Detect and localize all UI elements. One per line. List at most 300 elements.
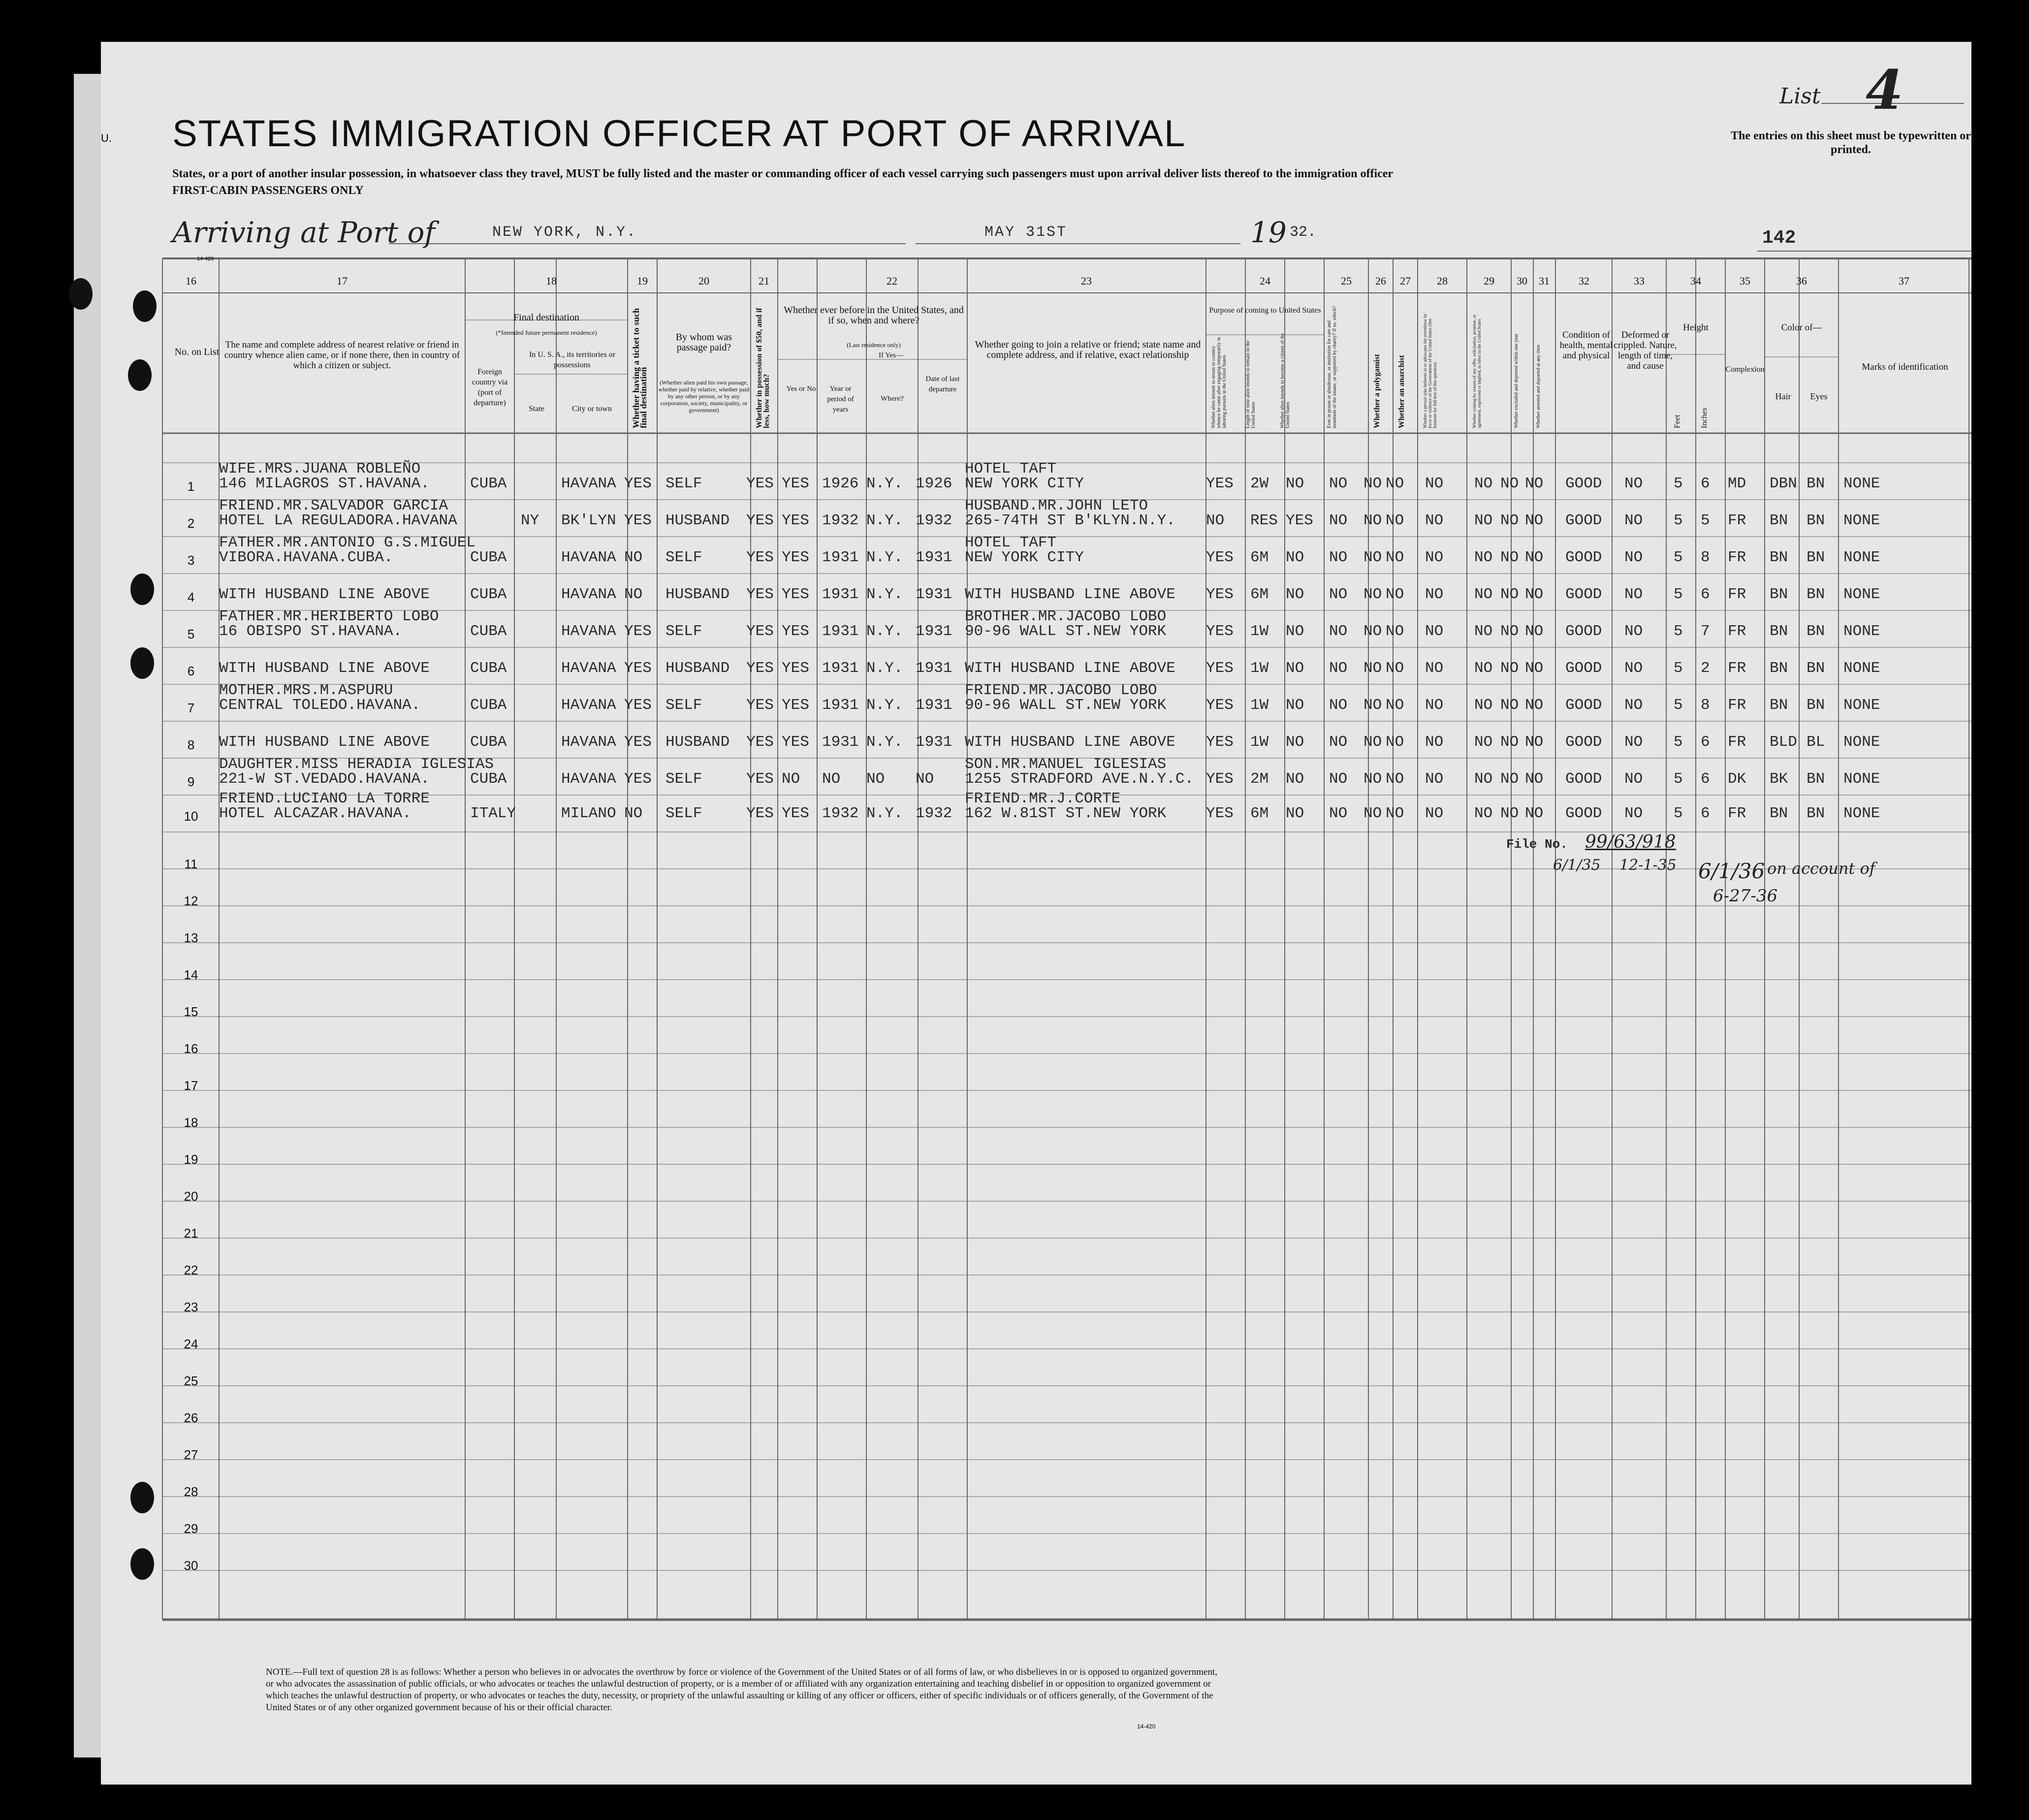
question28-cell: NO xyxy=(1425,512,1444,529)
citizen-intent-cell: NO xyxy=(1286,475,1304,492)
join-relative-address-cell: WITH HUSBAND LINE ABOVE xyxy=(965,586,1175,603)
years-cell: 1931 xyxy=(822,586,859,603)
join-relative-address-cell: WITH HUSBAND LINE ABOVE xyxy=(965,734,1175,751)
relative-name-cell: DAUGHTER.MISS HERADIA IGLESIAS xyxy=(219,756,494,773)
return-intent-cell: YES xyxy=(1206,734,1234,751)
file-no-label: File No. xyxy=(1506,837,1568,852)
hair-color-cell: BN xyxy=(1770,512,1788,529)
header-foreign-country: Foreign country via (port of departure) xyxy=(472,368,508,407)
complexion-cell: DK xyxy=(1728,770,1746,788)
years-cell: 1932 xyxy=(822,805,859,822)
row-number: 1 xyxy=(187,479,195,494)
height-feet-cell: 5 xyxy=(1674,475,1683,492)
length-stay-cell: 1W xyxy=(1250,660,1269,677)
before-in-us-cell: YES xyxy=(782,512,809,529)
state-cell: NY xyxy=(521,512,539,529)
form-code-top: 14-420 xyxy=(197,256,214,262)
row-number: 19 xyxy=(184,1152,198,1167)
column-number: 37 xyxy=(1899,275,1909,287)
where-cell: N.Y. xyxy=(866,475,903,492)
join-relative-address-cell: NEW YORK CITY xyxy=(965,475,1084,492)
departure-date-cell: 1931 xyxy=(916,697,952,714)
header-passage-paid: By whom was passage paid? xyxy=(675,332,732,353)
height-inches-cell: 8 xyxy=(1701,549,1710,566)
polygamist-cell: NO xyxy=(1363,660,1382,677)
arrested-cell: NO xyxy=(1525,697,1544,714)
foreign-country-cell: CUBA xyxy=(470,623,507,640)
height-feet-cell: 5 xyxy=(1674,586,1683,603)
complexion-cell: FR xyxy=(1728,805,1746,822)
relative-address-cell: HOTEL ALCAZAR.HAVANA. xyxy=(219,805,412,822)
polygamist-cell: NO xyxy=(1363,734,1382,751)
header-length-stay: Length of time alien intends to remain in the United States xyxy=(1245,340,1256,428)
height-inches-cell: 2 xyxy=(1701,660,1710,677)
health-cell: GOOD xyxy=(1565,697,1602,714)
where-cell: N.Y. xyxy=(866,586,903,603)
header-passage-note: (Whether alien paid his own passage, whether paid by relative, whether paid by any other person, or by any corporation, society, municipality, or government) xyxy=(658,379,750,414)
complexion-cell: MD xyxy=(1728,475,1746,492)
footer-note: NOTE.—Full text of question 28 is as follows: Whether a person who believes in or advocates the overthrow by force or violence of the Government of the United States or of all forms of law, or who disbelieves in or is opposed to organized government, or who advocates the assassination of public officials, or who advocates or teaches the unlawful destruction of property, or is a member of or affiliated with any organization entertaining and teaching disbelief in or opposition to organized government or which teaches the unlawful destruction of property, or who advocates or teaches the duty, necessity, or propriety of the unlawful assaulting or killing of any officer or officers, either of specific individuals or of officers generally, of the Government of the United States or of any other organized government because of his or their official character. xyxy=(266,1667,1217,1713)
foreign-country-cell: ITALY xyxy=(470,805,516,822)
deformed-cell: NO xyxy=(1624,475,1643,492)
length-stay-cell: 1W xyxy=(1250,734,1269,751)
column-number: 31 xyxy=(1539,275,1550,287)
row-number: 9 xyxy=(187,774,195,789)
header-before-in-us: Whether ever before in the United States, and if so, when and where? xyxy=(784,305,964,326)
passage-paid-cell: SELF xyxy=(666,623,702,640)
deformed-cell: NO xyxy=(1624,549,1643,566)
row-number: 23 xyxy=(184,1300,198,1314)
departure-date-cell: 1932 xyxy=(916,805,952,822)
ticket-cell: YES xyxy=(624,770,652,788)
where-cell: NO xyxy=(866,770,885,788)
money-cell: YES xyxy=(746,475,774,492)
money-cell: YES xyxy=(746,805,774,822)
column-number: 27 xyxy=(1400,275,1411,287)
hair-color-cell: BK xyxy=(1770,770,1788,788)
complexion-cell: FR xyxy=(1728,586,1746,603)
ticket-cell: YES xyxy=(624,660,652,677)
header-in-usa: In U. S. A., its territories or possessions xyxy=(529,351,616,369)
height-inches-cell: 6 xyxy=(1701,586,1710,603)
hair-color-cell: BN xyxy=(1770,586,1788,603)
height-feet-cell: 5 xyxy=(1674,805,1683,822)
marks-cell: NONE xyxy=(1843,475,1880,492)
years-cell: 1931 xyxy=(822,549,859,566)
column-number: 29 xyxy=(1484,275,1494,287)
return-intent-cell: YES xyxy=(1206,475,1234,492)
excluded-cell: NO xyxy=(1500,697,1519,714)
header-relative-address: The name and complete address of nearest relative or friend in country whence alien came, or if none there, then in country of which a citizen or subject. xyxy=(224,340,460,371)
citizen-intent-cell: NO xyxy=(1286,697,1304,714)
anarchist-cell: NO xyxy=(1386,549,1404,566)
polygamist-cell: NO xyxy=(1363,805,1382,822)
port-value: NEW YORK, N.Y. xyxy=(492,224,637,241)
header-return-intent: Whether alien intends to return to country whence he came after engaging temporarily in laboring pursuits in the United States xyxy=(1211,337,1227,428)
length-stay-cell: 6M xyxy=(1250,805,1269,822)
row-number: 26 xyxy=(184,1410,198,1425)
excluded-cell: NO xyxy=(1500,623,1519,640)
city-cell: MILANO xyxy=(561,805,616,822)
height-inches-cell: 6 xyxy=(1701,734,1710,751)
form-title: STATES IMMIGRATION OFFICER AT PORT OF ARRIVAL xyxy=(172,113,1186,155)
height-inches-cell: 8 xyxy=(1701,697,1710,714)
prison-cell: NO xyxy=(1329,475,1348,492)
city-cell: HAVANA xyxy=(561,697,616,714)
passage-paid-cell: HUSBAND xyxy=(666,660,730,677)
marks-cell: NONE xyxy=(1843,734,1880,751)
relative-address-cell: HOTEL LA REGULADORA.HAVANA xyxy=(219,512,457,529)
row-number: 22 xyxy=(184,1263,198,1277)
labor-offer-cell: NO xyxy=(1474,770,1493,788)
ticket-cell: YES xyxy=(624,512,652,529)
row-number: 11 xyxy=(184,857,198,871)
instruction-text: States, or a port of another insular possession, in whatsoever class they travel, MUST be fully listed and the master or commanding officer of each vessel carrying such passengers must upon arrival deliver lists thereof to the immigration officer xyxy=(172,167,1394,180)
years-cell: 1931 xyxy=(822,697,859,714)
arrested-cell: NO xyxy=(1525,734,1544,751)
city-cell: HAVANA xyxy=(561,623,616,640)
excluded-cell: NO xyxy=(1500,512,1519,529)
health-cell: GOOD xyxy=(1565,512,1602,529)
citizen-intent-cell: NO xyxy=(1286,770,1304,788)
before-in-us-cell: YES xyxy=(782,475,809,492)
anarchist-cell: NO xyxy=(1386,475,1404,492)
city-cell: HAVANA xyxy=(561,770,616,788)
column-number: 22 xyxy=(887,275,897,287)
excluded-cell: NO xyxy=(1500,770,1519,788)
question28-cell: NO xyxy=(1425,805,1444,822)
excluded-cell: NO xyxy=(1500,660,1519,677)
height-feet-cell: 5 xyxy=(1674,512,1683,529)
where-cell: N.Y. xyxy=(866,660,903,677)
excluded-cell: NO xyxy=(1500,805,1519,822)
deformed-cell: NO xyxy=(1624,697,1643,714)
where-cell: N.Y. xyxy=(866,623,903,640)
ticket-cell: NO xyxy=(624,586,643,603)
row-number: 13 xyxy=(184,930,198,945)
departure-date-cell: 1931 xyxy=(916,734,952,751)
return-intent-cell: YES xyxy=(1206,660,1234,677)
return-intent-cell: YES xyxy=(1206,549,1234,566)
question28-cell: NO xyxy=(1425,475,1444,492)
health-cell: GOOD xyxy=(1565,549,1602,566)
polygamist-cell: NO xyxy=(1363,512,1382,529)
passage-paid-cell: HUSBAND xyxy=(666,512,730,529)
anarchist-cell: NO xyxy=(1386,734,1404,751)
marks-cell: NONE xyxy=(1843,512,1880,529)
height-inches-cell: 7 xyxy=(1701,623,1710,640)
marks-cell: NONE xyxy=(1843,770,1880,788)
excluded-cell: NO xyxy=(1500,549,1519,566)
prison-cell: NO xyxy=(1329,805,1348,822)
citizen-intent-cell: NO xyxy=(1286,805,1304,822)
hair-color-cell: BN xyxy=(1770,805,1788,822)
years-cell: 1931 xyxy=(822,734,859,751)
labor-offer-cell: NO xyxy=(1474,697,1493,714)
eye-color-cell: BN xyxy=(1807,512,1825,529)
before-in-us-cell: YES xyxy=(782,805,809,822)
row-number: 6 xyxy=(187,664,195,678)
join-relative-address-cell: 162 W.81ST ST.NEW YORK xyxy=(965,805,1167,822)
header-complexion: Complexion xyxy=(1725,365,1765,374)
row-number: 5 xyxy=(187,627,195,641)
header-marks: Marks of identification xyxy=(1862,362,1948,372)
join-relative-name-cell: HOTEL TAFT xyxy=(965,534,1057,551)
height-feet-cell: 5 xyxy=(1674,549,1683,566)
departure-date-cell: 1932 xyxy=(916,512,952,529)
deformed-cell: NO xyxy=(1624,586,1643,603)
before-in-us-cell: YES xyxy=(782,697,809,714)
years-cell: 1932 xyxy=(822,512,859,529)
height-feet-cell: 5 xyxy=(1674,660,1683,677)
list-label: List xyxy=(1779,84,1821,109)
return-intent-cell: YES xyxy=(1206,586,1234,603)
header-arrested: Whether arrested and deported at any time xyxy=(1536,345,1541,428)
header-inches: Inches xyxy=(1700,408,1709,428)
years-cell: 1931 xyxy=(822,660,859,677)
header-hair: Hair xyxy=(1775,391,1791,401)
length-stay-cell: RES xyxy=(1250,512,1278,529)
row-number: 15 xyxy=(184,1004,198,1019)
labor-offer-cell: NO xyxy=(1474,586,1493,603)
health-cell: GOOD xyxy=(1565,734,1602,751)
height-feet-cell: 5 xyxy=(1674,623,1683,640)
passage-paid-cell: SELF xyxy=(666,697,702,714)
header-height: Height xyxy=(1683,322,1709,333)
passage-paid-cell: SELF xyxy=(666,805,702,822)
ticket-cell: YES xyxy=(624,734,652,751)
foreign-country-cell: CUBA xyxy=(470,475,507,492)
header-final-destination-note: (*Intended future permanent residence) xyxy=(496,329,597,336)
where-cell: N.Y. xyxy=(866,805,903,822)
relative-name-cell: FATHER.MR.ANTONIO G.S.MIGUEL xyxy=(219,534,476,551)
header-ticket: Whether having a ticket to such final destination xyxy=(631,308,648,428)
header-state: State xyxy=(529,405,544,413)
annotation-date-left: 6/1/35 xyxy=(1553,857,1601,874)
join-relative-address-cell: 90-96 WALL ST.NEW YORK xyxy=(965,623,1167,640)
foreign-country-cell: CUBA xyxy=(470,697,507,714)
join-relative-address-cell: NEW YORK CITY xyxy=(965,549,1084,566)
annotation-date-mid: 12-1-35 xyxy=(1619,857,1677,874)
header-deformed: Deformed or crippled. Nature, length of time, and cause xyxy=(1614,330,1677,371)
eye-color-cell: BN xyxy=(1807,805,1825,822)
where-cell: N.Y. xyxy=(866,512,903,529)
relative-address-cell: VIBORA.HAVANA.CUBA. xyxy=(219,549,393,566)
column-number: 35 xyxy=(1740,275,1750,287)
polygamist-cell: NO xyxy=(1363,697,1382,714)
departure-date-cell: 1931 xyxy=(916,586,952,603)
arriving-label: Arriving at Port of xyxy=(172,216,435,249)
header-eyes: Eyes xyxy=(1810,391,1828,401)
health-cell: GOOD xyxy=(1565,805,1602,822)
ticket-cell: YES xyxy=(624,697,652,714)
city-cell: HAVANA xyxy=(561,549,616,566)
relative-name-cell: MOTHER.MRS.M.ASPURU xyxy=(219,682,393,699)
prison-cell: NO xyxy=(1329,697,1348,714)
city-cell: HAVANA xyxy=(561,586,616,603)
hair-color-cell: BN xyxy=(1770,623,1788,640)
labor-offer-cell: NO xyxy=(1474,805,1493,822)
hair-color-cell: BN xyxy=(1770,660,1788,677)
return-intent-cell: YES xyxy=(1206,623,1234,640)
row-number: 27 xyxy=(184,1447,198,1462)
marks-cell: NONE xyxy=(1843,549,1880,566)
height-feet-cell: 5 xyxy=(1674,770,1683,788)
departure-date-cell: 1931 xyxy=(916,660,952,677)
header-join-relative: Whether going to join a relative or friend; state name and complete address, and if relative, exact relationship xyxy=(975,339,1201,360)
health-cell: GOOD xyxy=(1565,623,1602,640)
column-number: 24 xyxy=(1260,275,1270,287)
citizen-intent-cell: NO xyxy=(1286,623,1304,640)
join-relative-address-cell: 265-74TH ST B'KLYN.N.Y. xyxy=(965,512,1175,529)
question28-cell: NO xyxy=(1425,549,1444,566)
anarchist-cell: NO xyxy=(1386,512,1404,529)
join-relative-name-cell: FRIEND.MR.J.CORTE xyxy=(965,790,1121,807)
complexion-cell: FR xyxy=(1728,512,1746,529)
deformed-cell: NO xyxy=(1624,512,1643,529)
header-health: Condition of health, mental and physical xyxy=(1559,330,1613,361)
health-cell: GOOD xyxy=(1565,770,1602,788)
deformed-cell: NO xyxy=(1624,770,1643,788)
question28-cell: NO xyxy=(1425,770,1444,788)
height-feet-cell: 5 xyxy=(1674,697,1683,714)
footer-form-code: 14-420 xyxy=(1137,1723,1156,1730)
arrested-cell: NO xyxy=(1525,512,1544,529)
complexion-cell: FR xyxy=(1728,734,1746,751)
eye-color-cell: BL xyxy=(1807,734,1825,751)
header-no-on-list: No. on List xyxy=(174,347,220,357)
question28-cell: NO xyxy=(1425,586,1444,603)
city-cell: BK'LYN xyxy=(561,512,616,529)
relative-name-cell: FATHER.MR.HERIBERTO LOBO xyxy=(219,608,439,625)
prison-cell: NO xyxy=(1329,512,1348,529)
ticket-cell: YES xyxy=(624,623,652,640)
excluded-cell: NO xyxy=(1500,475,1519,492)
return-intent-cell: YES xyxy=(1206,805,1234,822)
relative-name-cell: FRIEND.LUCIANO LA TORRE xyxy=(219,790,430,807)
marks-cell: NONE xyxy=(1843,805,1880,822)
return-intent-cell: YES xyxy=(1206,770,1234,788)
question28-cell: NO xyxy=(1425,660,1444,677)
relative-address-cell: WITH HUSBAND LINE ABOVE xyxy=(219,660,430,677)
money-cell: YES xyxy=(746,734,774,751)
column-number: 23 xyxy=(1081,275,1092,287)
join-relative-name-cell: SON.MR.MANUEL IGLESIAS xyxy=(965,756,1167,773)
question28-cell: NO xyxy=(1425,697,1444,714)
question28-cell: NO xyxy=(1425,623,1444,640)
header-prison: Ever in prison or almshouse, or institution for care and treatment of the insane, or supported by charity? If so, which? xyxy=(1327,306,1337,428)
join-relative-name-cell: HOTEL TAFT xyxy=(965,460,1057,478)
row-number: 17 xyxy=(184,1078,198,1093)
money-cell: YES xyxy=(746,512,774,529)
return-intent-cell: YES xyxy=(1206,697,1234,714)
height-inches-cell: 5 xyxy=(1701,512,1710,529)
health-cell: GOOD xyxy=(1565,586,1602,603)
foreign-country-cell: CUBA xyxy=(470,660,507,677)
header-q28: Whether a person who believes in or advocates the overthrow by force or violence of the Government of the United States (See footnote for full text of this question) xyxy=(1423,313,1437,428)
height-inches-cell: 6 xyxy=(1701,805,1710,822)
header-year-period: Year or period of years xyxy=(827,385,854,414)
header-date-departure: Date of last departure xyxy=(925,375,960,393)
arrested-cell: NO xyxy=(1525,549,1544,566)
where-cell: N.Y. xyxy=(866,734,903,751)
margin-mark: U. xyxy=(101,132,112,144)
before-in-us-cell: YES xyxy=(782,660,809,677)
row-number: 8 xyxy=(187,737,195,752)
column-number: 18 xyxy=(546,275,557,287)
height-inches-cell: 6 xyxy=(1701,475,1710,492)
before-in-us-cell: NO xyxy=(782,770,800,788)
hair-color-cell: BN xyxy=(1770,549,1788,566)
column-number: 20 xyxy=(698,275,709,287)
where-cell: N.Y. xyxy=(866,549,903,566)
ticket-cell: NO xyxy=(624,805,643,822)
arrested-cell: NO xyxy=(1525,623,1544,640)
eye-color-cell: BN xyxy=(1807,549,1825,566)
row-number: 7 xyxy=(187,701,195,715)
eye-color-cell: BN xyxy=(1807,475,1825,492)
polygamist-cell: NO xyxy=(1363,475,1382,492)
prison-cell: NO xyxy=(1329,770,1348,788)
relative-name-cell: WIFE.MRS.JUANA ROBLEÑO xyxy=(219,460,421,478)
prison-cell: NO xyxy=(1329,586,1348,603)
citizen-intent-cell: NO xyxy=(1286,660,1304,677)
annotation-date-b: 6-27-36 xyxy=(1713,886,1778,906)
length-stay-cell: 1W xyxy=(1250,623,1269,640)
marks-cell: NONE xyxy=(1843,697,1880,714)
question28-cell: NO xyxy=(1425,734,1444,751)
citizen-intent-cell: NO xyxy=(1286,586,1304,603)
deformed-cell: NO xyxy=(1624,805,1643,822)
row-number: 30 xyxy=(184,1558,198,1573)
prison-cell: NO xyxy=(1329,623,1348,640)
prison-cell: NO xyxy=(1329,549,1348,566)
relative-address-cell: 221-W ST.VEDADO.HAVANA. xyxy=(219,770,430,788)
labor-offer-cell: NO xyxy=(1474,734,1493,751)
header-color: Color of— xyxy=(1781,322,1822,333)
hair-color-cell: BN xyxy=(1770,697,1788,714)
relative-address-cell: 146 MILAGROS ST.HAVANA. xyxy=(219,475,430,492)
marks-cell: NONE xyxy=(1843,586,1880,603)
header-excluded: Whether excluded and deported within one year xyxy=(1514,333,1519,428)
anarchist-cell: NO xyxy=(1386,586,1404,603)
header-anarchist: Whether an anarchist xyxy=(1397,355,1406,428)
header-yes-no: Yes or No xyxy=(786,385,816,393)
header-labor-offer: Whether coming by reason of any offer, solicitation, promise, or agreement, expressed or implied, to labor in the United States xyxy=(1472,314,1482,428)
departure-date-cell: 1931 xyxy=(916,549,952,566)
header-last-residence: (Last residence only) xyxy=(847,341,901,349)
foreign-country-cell: CUBA xyxy=(470,734,507,751)
row-number: 29 xyxy=(184,1521,198,1536)
arrested-cell: NO xyxy=(1525,805,1544,822)
ticket-cell: NO xyxy=(624,549,643,566)
foreign-country-cell: CUBA xyxy=(470,549,507,566)
typewritten-note: The entries on this sheet must be typewritten or printed. xyxy=(1731,129,1971,156)
complexion-cell: FR xyxy=(1728,623,1746,640)
header-citizen-intent: Whether alien intends to become a citizen of the United States xyxy=(1280,333,1291,428)
join-relative-name-cell: FRIEND.MR.JACOBO LOBO xyxy=(965,682,1157,699)
prison-cell: NO xyxy=(1329,660,1348,677)
passage-paid-cell: SELF xyxy=(666,475,702,492)
column-number: 28 xyxy=(1437,275,1448,287)
passage-paid-cell: HUSBAND xyxy=(666,734,730,751)
row-number: 16 xyxy=(184,1041,198,1056)
header-city: City or town xyxy=(572,405,612,413)
join-relative-address-cell: WITH HUSBAND LINE ABOVE xyxy=(965,660,1175,677)
passage-paid-cell: SELF xyxy=(666,549,702,566)
arrested-cell: NO xyxy=(1525,586,1544,603)
row-number: 3 xyxy=(187,553,195,568)
